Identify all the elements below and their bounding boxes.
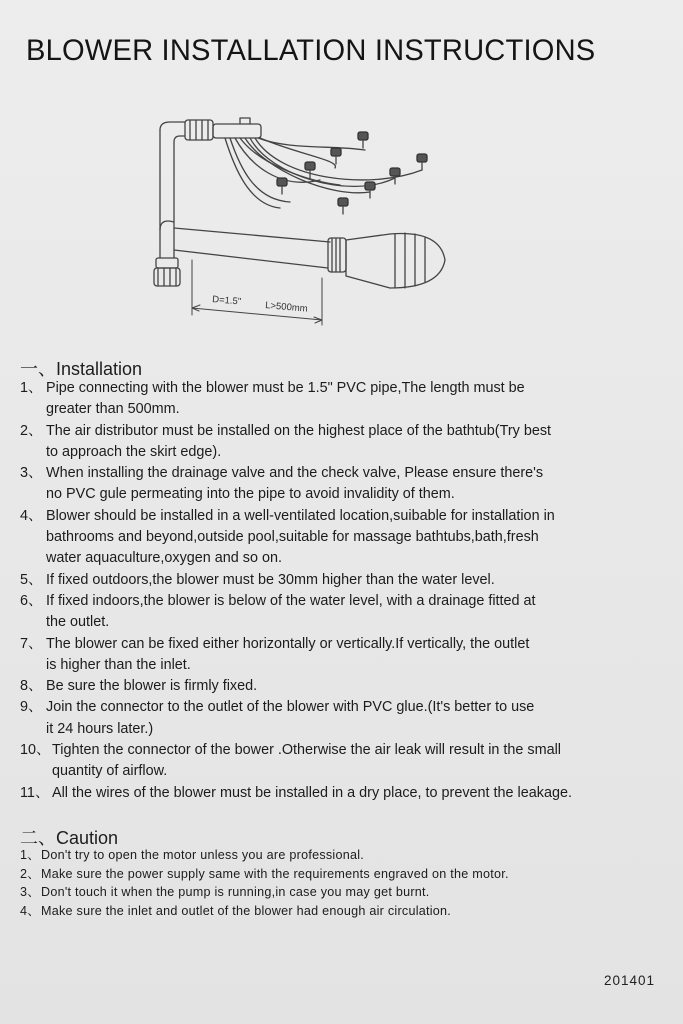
item-number: 1、 — [20, 380, 43, 396]
item-number: 6、 — [20, 592, 43, 609]
item-number: 8、 — [20, 678, 43, 695]
item-number: 3、 — [20, 885, 41, 900]
item-number: 4、 — [20, 903, 41, 918]
installation-item-9 — [20, 697, 572, 718]
item-text: The blower can be fixed either horizontally or vertically.If vertically, the outlet — [46, 635, 530, 652]
page-title: BLOWER INSTALLATION INSTRUCTIONS — [26, 34, 596, 67]
item-number: 11、 — [20, 784, 50, 801]
item-text: Join the connector to the outlet of the blower with PVC glue.(It's better to use — [46, 699, 535, 716]
item-text: greater than 500mm. — [46, 401, 180, 418]
installation-item-4-line-3 — [20, 548, 572, 569]
item-text: Make sure the inlet and outlet of the blower had enough air circulation. — [41, 903, 452, 918]
item-text: If fixed outdoors,the blower must be 30mm higher than the water level. — [46, 571, 495, 588]
length-label: L>500mm — [264, 300, 309, 315]
item-text: quantity of airflow. — [52, 763, 168, 780]
item-text: it 24 hours later.) — [46, 720, 154, 737]
item-number: 7、 — [20, 635, 43, 652]
caution-heading: 二、Caution — [20, 828, 119, 848]
document-code: 201401 — [604, 973, 656, 988]
item-text: bathrooms and beyond,outside pool,suitable for massage bathtubs,bath,fresh — [46, 529, 539, 546]
item-text: Be sure the blower is firmly fixed. — [46, 678, 258, 695]
installation-item-1-line-2 — [20, 399, 572, 420]
diameter-label: D=1.5" — [211, 294, 242, 308]
installation-item-1 — [20, 378, 572, 399]
installation-item-10 — [20, 740, 572, 761]
item-number: 4、 — [20, 507, 43, 524]
item-number: 1、 — [20, 848, 41, 862]
item-text: The air distributor must be installed on the highest place of the bathtub(Try best — [46, 422, 552, 439]
blower-installation-diagram — [140, 110, 460, 335]
item-text: Tighten the connector of the bower .Otherwise the air leak will result in the small — [52, 742, 561, 759]
item-number: 9、 — [20, 699, 43, 716]
installation-item-2 — [20, 421, 572, 442]
item-text: Pipe connecting with the blower must be 1.5" PVC pipe,The length must be — [46, 380, 525, 396]
installation-item-3 — [20, 463, 572, 484]
caution-item-4 — [20, 902, 509, 921]
item-text: All the wires of the blower must be installed in a dry place, to prevent the leakage. — [52, 784, 572, 801]
installation-item-10-line-2 — [20, 761, 572, 782]
installation-item-5 — [20, 570, 572, 591]
item-number: 2、 — [20, 866, 41, 881]
installation-item-4 — [20, 506, 572, 527]
installation-item-8 — [20, 676, 572, 697]
installation-item-7-line-2 — [20, 655, 572, 676]
horizontal-pipe — [174, 228, 330, 268]
installation-item-6-line-2 — [20, 612, 572, 633]
vertical-pipe — [160, 130, 174, 258]
item-text: to approach the skirt edge). — [46, 443, 222, 460]
installation-heading: 一、Installation — [20, 359, 143, 379]
caution-list — [20, 846, 509, 920]
item-text: Don't touch it when the pump is running,in case you may get burnt. — [41, 885, 430, 900]
installation-item-6 — [20, 591, 572, 612]
caution-item-2 — [20, 865, 509, 884]
installation-item-3-line-2 — [20, 484, 572, 505]
item-text: When installing the drainage valve and the check valve, Please ensure there's — [46, 465, 544, 482]
caution-item-3 — [20, 883, 509, 902]
installation-item-4-line-2 — [20, 527, 572, 548]
installation-item-11 — [20, 783, 572, 804]
item-text: Make sure the power supply same with the requirements engraved on the motor. — [41, 866, 509, 881]
caution-item-1 — [20, 846, 509, 865]
item-text: the outlet. — [46, 614, 110, 631]
installation-item-9-line-2 — [20, 719, 572, 740]
installation-item-2-line-2 — [20, 442, 572, 463]
item-text: Blower should be installed in a well-ventilated location,suibable for installation in — [46, 507, 555, 524]
item-text: Don't try to open the motor unless you are professional. — [41, 848, 365, 862]
installation-list — [20, 378, 572, 804]
item-number: 2、 — [20, 422, 43, 439]
installation-item-7 — [20, 634, 572, 655]
item-text: water aquaculture,oxygen and so on. — [46, 550, 283, 567]
item-text: is higher than the inlet. — [46, 656, 191, 673]
item-text: If fixed indoors,the blower is below of the water level, with a drainage fitted at — [46, 592, 536, 609]
item-number: 5、 — [20, 571, 43, 588]
item-text: no PVC gule permeating into the pipe to avoid invalidity of them. — [46, 486, 455, 503]
item-number: 10、 — [20, 742, 51, 759]
item-number: 3、 — [20, 465, 43, 482]
